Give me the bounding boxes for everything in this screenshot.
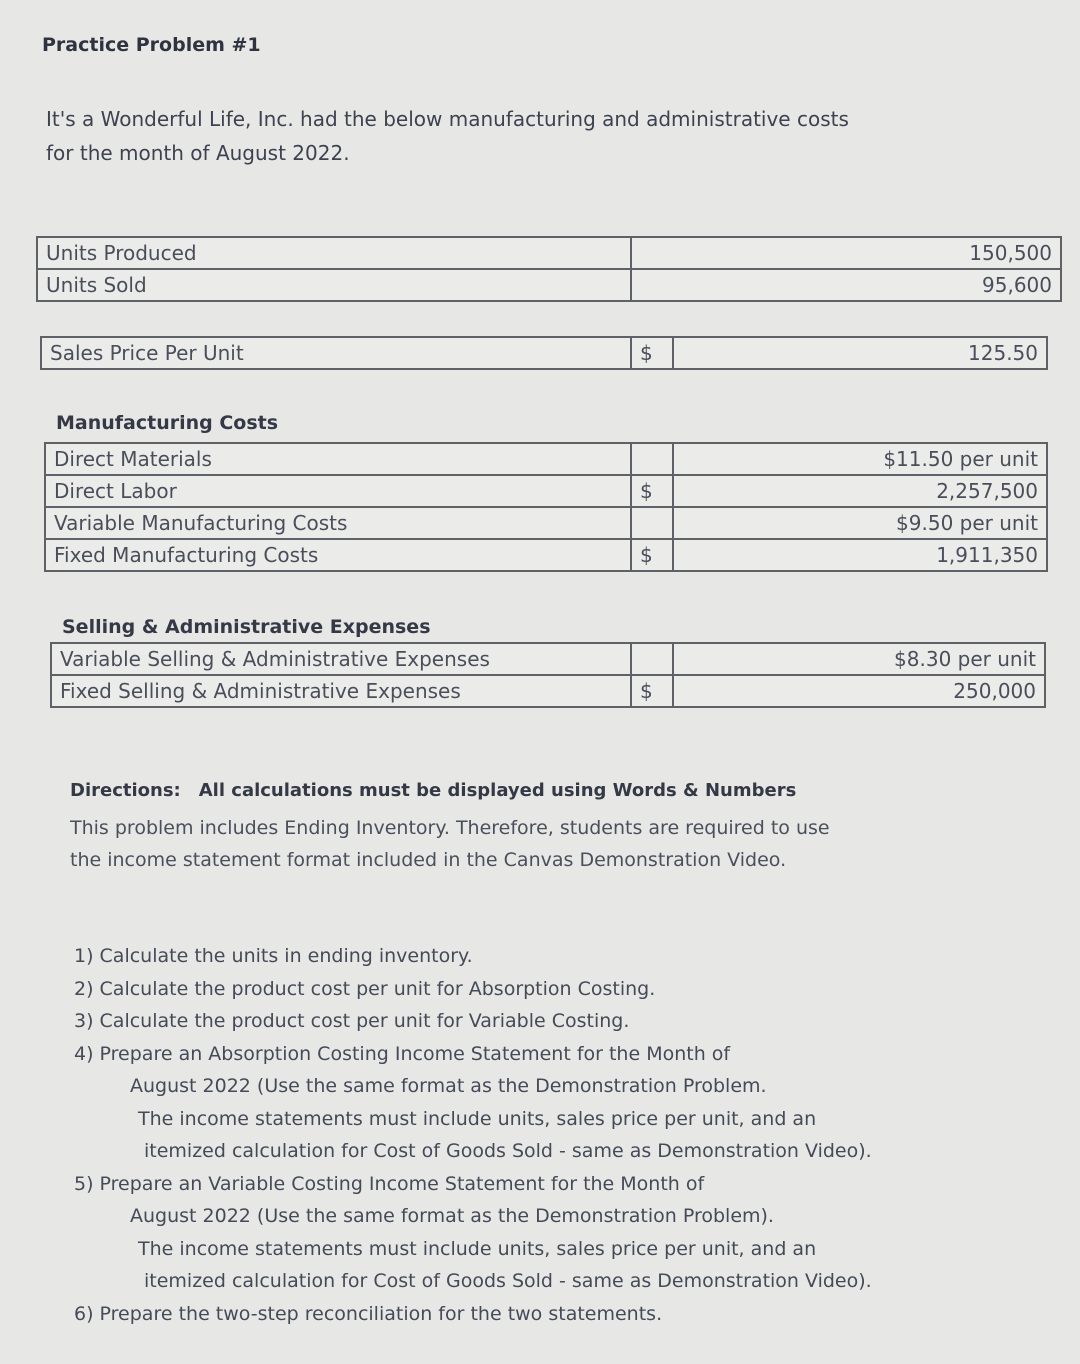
intro-line-2: for the month of August 2022.	[46, 141, 350, 165]
table-row	[45, 443, 1047, 475]
units-produced-value: 150,500	[631, 237, 1061, 269]
table-row	[41, 337, 1047, 369]
dollar-sign	[631, 643, 673, 675]
table-row	[37, 237, 1061, 269]
dollar-sign	[631, 507, 673, 539]
direct-labor-value: 2,257,500	[673, 475, 1047, 507]
units-sold-value: 95,600	[631, 269, 1061, 301]
steps-list	[74, 940, 1004, 1330]
sales-price-value: 125.50	[673, 337, 1047, 369]
step-5-line-1: 5) Prepare an Variable Costing Income Statement for the Month of	[74, 1172, 705, 1195]
table-row	[45, 475, 1047, 507]
directions-label: Directions:	[70, 780, 181, 801]
table-row	[51, 675, 1045, 707]
variable-manufacturing-value: $9.50 per unit	[673, 507, 1047, 539]
direct-labor-label: Direct Labor	[45, 475, 631, 507]
list-item: 3) Calculate the product cost per unit for Variable Costing.	[74, 1010, 630, 1032]
list-item: 1) Calculate the units in ending inventory.	[74, 945, 473, 967]
selling-admin-heading: Selling & Administrative Expenses	[62, 616, 431, 638]
step-4-line-3: The income statements must include units, sales price per unit, and an	[138, 1107, 817, 1130]
list-item	[74, 1168, 1004, 1298]
list-item: 2) Calculate the product cost per unit for Absorption Costing.	[74, 977, 656, 1000]
dollar-sign: $	[631, 539, 673, 571]
variable-manufacturing-label: Variable Manufacturing Costs	[45, 507, 631, 539]
intro-paragraph	[46, 102, 1006, 170]
directions-heading	[70, 780, 814, 801]
units-produced-label: Units Produced	[37, 237, 631, 269]
fixed-selling-value: 250,000	[673, 675, 1045, 707]
step-4-line-1: 4) Prepare an Absorption Costing Income Statement for the Month of	[74, 1042, 731, 1065]
dollar-sign	[631, 443, 673, 475]
direct-materials-label: Direct Materials	[45, 443, 631, 475]
directions-bold-text: All calculations must be displayed using Words & Numbers	[198, 780, 797, 801]
table-row	[45, 539, 1047, 571]
variable-selling-value: $8.30 per unit	[673, 643, 1045, 675]
directions-line-1: This problem includes Ending Inventory. Therefore, students are required to use	[70, 817, 830, 839]
table-row	[37, 269, 1061, 301]
directions-line-2: the income statement format included in the Canvas Demonstration Video.	[70, 849, 787, 871]
fixed-manufacturing-value: 1,911,350	[673, 539, 1047, 571]
dollar-sign: $	[631, 475, 673, 507]
selling-admin-table	[50, 642, 1046, 708]
step-5-line-4: itemized calculation for Cost of Goods Sold - same as Demonstration Video).	[144, 1270, 872, 1292]
variable-selling-label: Variable Selling & Administrative Expenses	[51, 643, 631, 675]
manufacturing-heading: Manufacturing Costs	[56, 412, 279, 434]
dollar-sign: $	[631, 675, 673, 707]
list-item: 6) Prepare the two-step reconciliation for the two statements.	[74, 1302, 663, 1325]
manufacturing-table	[44, 442, 1048, 572]
table-row	[45, 507, 1047, 539]
table-row	[51, 643, 1045, 675]
units-sold-label: Units Sold	[37, 269, 631, 301]
step-5-line-2: August 2022 (Use the same format as the Demonstration Problem).	[130, 1205, 774, 1227]
intro-line-1: It's a Wonderful Life, Inc. had the below manufacturing and administrative costs	[46, 107, 849, 131]
directions-paragraph	[70, 812, 990, 876]
price-table	[40, 336, 1048, 370]
step-5-line-3: The income statements must include units, sales price per unit, and an	[138, 1237, 817, 1260]
dollar-sign: $	[631, 337, 673, 369]
list-item	[74, 1038, 1004, 1168]
step-4-line-4: itemized calculation for Cost of Goods Sold - same as Demonstration Video).	[144, 1140, 872, 1162]
direct-materials-value: $11.50 per unit	[673, 443, 1047, 475]
fixed-manufacturing-label: Fixed Manufacturing Costs	[45, 539, 631, 571]
fixed-selling-label: Fixed Selling & Administrative Expenses	[51, 675, 631, 707]
sales-price-label: Sales Price Per Unit	[41, 337, 631, 369]
page-title: Practice Problem #1	[42, 34, 261, 56]
step-4-line-2: August 2022 (Use the same format as the Demonstration Problem.	[130, 1075, 767, 1097]
units-table	[36, 236, 1062, 302]
